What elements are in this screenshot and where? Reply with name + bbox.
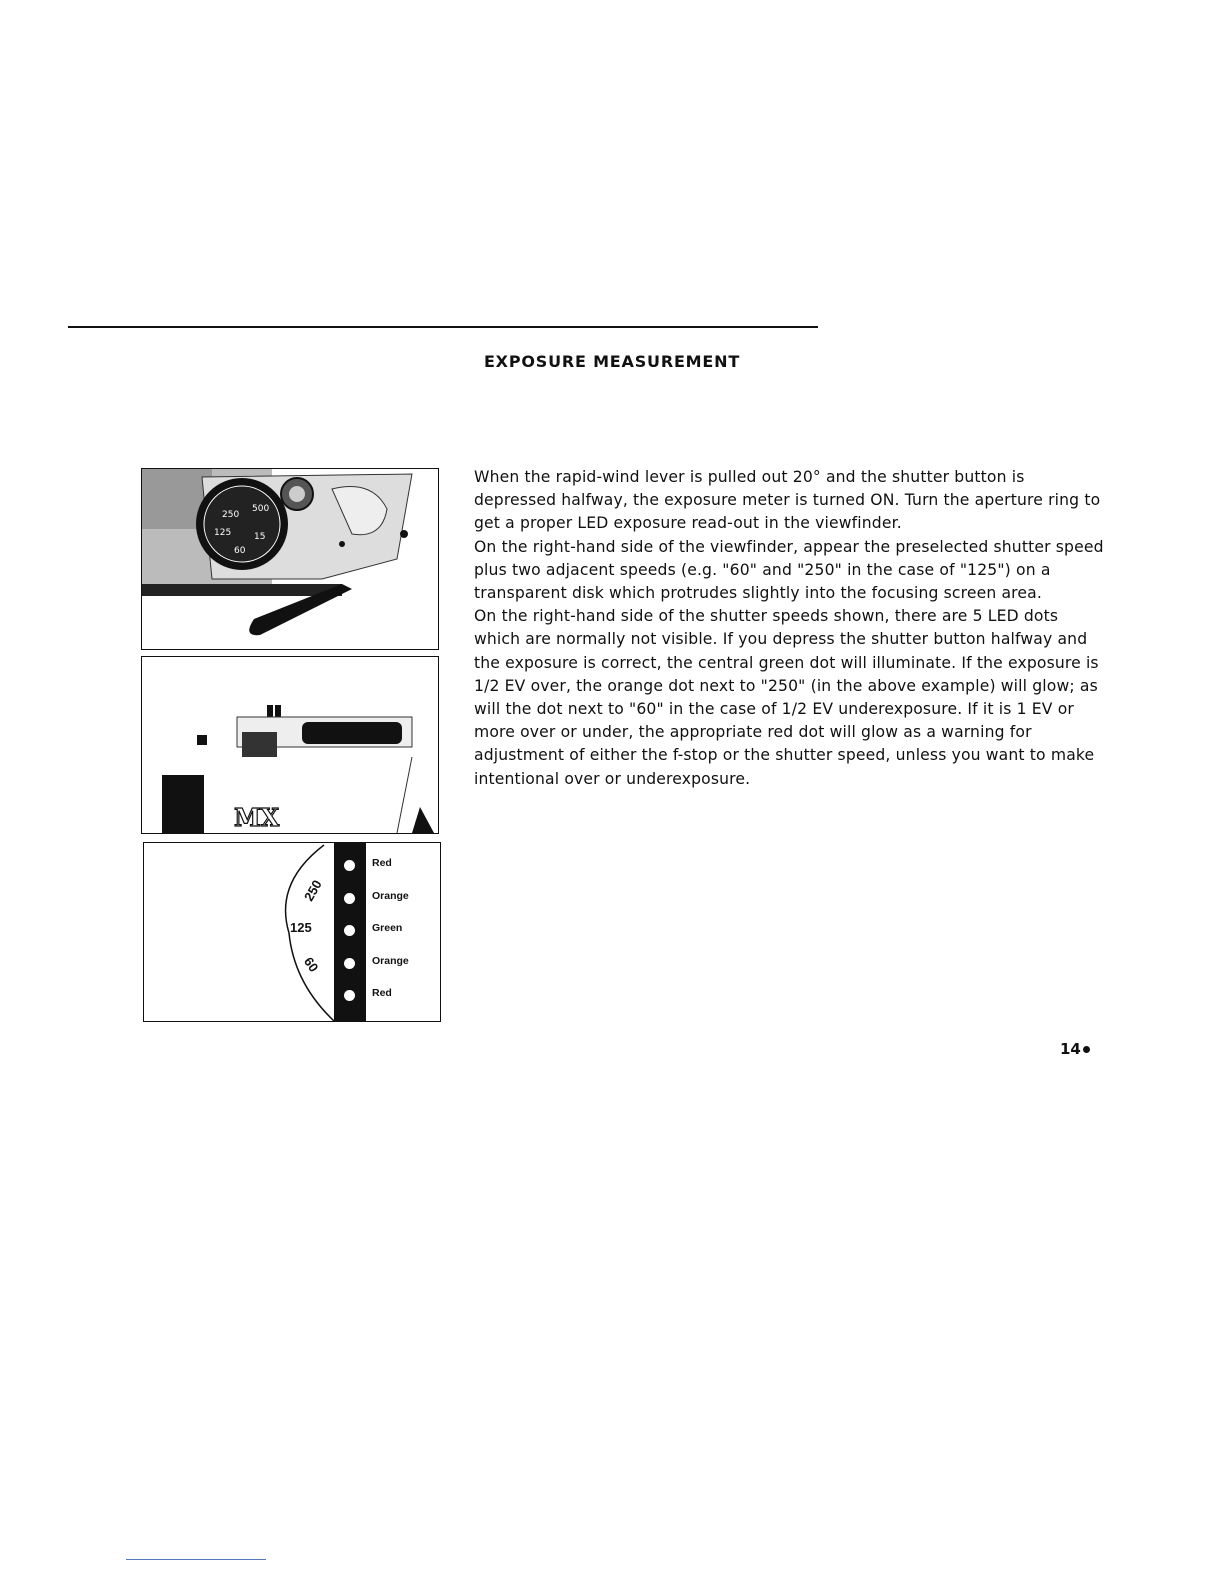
led-dot-red <box>344 860 355 871</box>
top-rule <box>68 326 818 328</box>
svg-text:500: 500 <box>252 504 270 514</box>
page-number: 14 <box>1060 1040 1090 1058</box>
led-dot-green <box>344 925 355 936</box>
paragraph: On the right-hand side of the viewfinder, appear the preselected shutter speed plus two adjacent speeds (e.g. "60" and "250" in the case of "125") on a transparent disk which protrudes slightly into the focusing screen area. <box>474 537 1104 603</box>
paragraph: On the right-hand side of the shutter speeds shown, there are 5 LED dots which are normally not visible. If you depress the shutter button halfway and the exposure is correct, the central green dot will illuminate. If the exposure is 1/2 EV over, the orange dot next to "250" (in the above example) will glow; as will the dot next to "60" in the case of 1/2 EV underexposure. If it is 1 EV or more over or under, the appropriate red dot will glow as a warning for adjustment of either the f-stop or the shutter speed, unless you want to make intentional over or underexposure. <box>474 607 1099 788</box>
mx-badge: MX <box>234 803 280 832</box>
svg-text:60: 60 <box>234 546 246 556</box>
camera-front-illustration <box>142 657 438 833</box>
svg-text:250: 250 <box>222 510 240 520</box>
led-label: Red <box>372 987 392 999</box>
led-dot-orange <box>344 958 355 969</box>
figure-camera-front <box>141 656 439 834</box>
bottom-rule <box>126 1559 266 1560</box>
bullet-icon <box>1083 1046 1090 1053</box>
paragraph: When the rapid-wind lever is pulled out 20° and the shutter button is depressed halfway, the exposure meter is turned ON. Turn the aperture ring to get a proper LED exposure read-out in the viewfinder. <box>474 468 1101 533</box>
figure-shutter-dial <box>141 468 439 650</box>
led-dot-red <box>344 990 355 1001</box>
speed-label-60: 60 <box>300 954 322 975</box>
shutter-dial-illustration <box>142 469 438 649</box>
page-title: EXPOSURE MEASUREMENT <box>483 352 741 371</box>
led-label: Orange <box>372 890 409 902</box>
speed-label-125: 125 <box>290 920 312 935</box>
led-label: Red <box>372 857 392 869</box>
svg-text:15: 15 <box>254 532 266 542</box>
led-label: Orange <box>372 955 409 967</box>
figure-led-diagram <box>143 842 441 1022</box>
body-text <box>474 466 1104 791</box>
speed-label-250: 250 <box>300 877 325 904</box>
svg-text:125: 125 <box>214 528 232 538</box>
led-label: Green <box>372 922 403 934</box>
led-dot-orange <box>344 893 355 904</box>
